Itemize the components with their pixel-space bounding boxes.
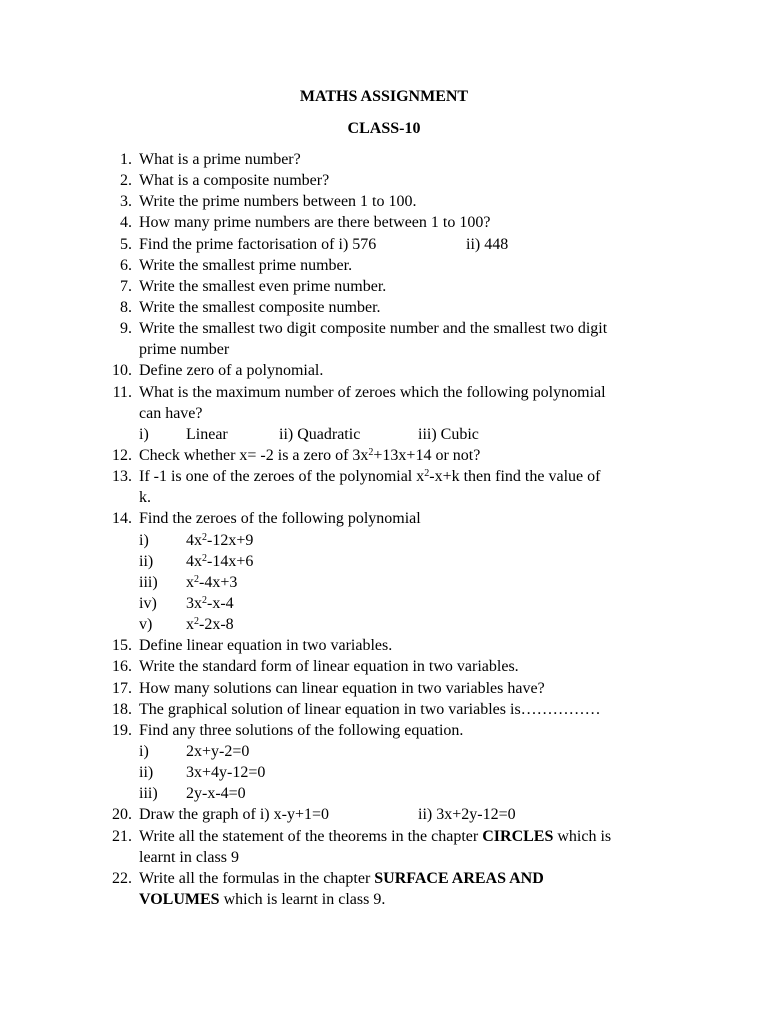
sub-item [0, 593, 768, 614]
question-text: How many prime numbers are there between 1 to 100? [139, 214, 491, 232]
sub-item [0, 572, 768, 593]
question-number: 12. [112, 446, 132, 464]
question-number: 22. [112, 869, 132, 887]
question-text: Write the prime numbers between 1 to 100. [139, 193, 417, 211]
sub-item-label: v) [139, 616, 153, 634]
sub-item-label: iii) [139, 785, 158, 803]
question-9 [0, 318, 768, 339]
question-text: Write the smallest two digit composite number and the smallest two digit [139, 320, 608, 338]
question-1 [0, 149, 768, 170]
question-22-continued [0, 889, 768, 910]
equation: 3x+4y-12=0 [186, 764, 266, 782]
sub-item [0, 551, 768, 572]
sub-item-label: i) [139, 742, 149, 760]
question-number: 16. [112, 658, 132, 676]
polynomial: $3x^2-x-4$ [186, 594, 234, 612]
question-number: 19. [112, 721, 132, 739]
sub-item [0, 783, 768, 804]
sub-item-label: iv) [139, 594, 157, 612]
option-text: iii) Cubic [418, 425, 479, 443]
question-text: Write the smallest composite number. [139, 298, 381, 316]
question-text: How many solutions can linear equation in two variables have? [139, 679, 545, 697]
question-5 [0, 234, 768, 255]
question-4 [0, 212, 768, 233]
sub-item-label: i) [139, 531, 149, 549]
question-number: 15. [112, 637, 132, 655]
question-10 [0, 360, 768, 381]
question-8 [0, 297, 768, 318]
polynomial: $4x^2-12x+9$ [186, 531, 254, 549]
question-number: 17. [112, 679, 132, 697]
question-text: The graphical solution of linear equation in two variables is…………… [139, 700, 601, 718]
question-7 [0, 276, 768, 297]
question-number: 21. [112, 827, 132, 845]
question-9-continued [0, 339, 768, 360]
question-text: Write the smallest prime number. [139, 256, 353, 274]
option-text: ii) Quadratic [279, 425, 361, 443]
question-text: Write all the formulas in the chapter SURFACE AREAS AND [139, 869, 544, 887]
question-number: 13. [112, 468, 132, 486]
sub-item [0, 530, 768, 551]
question-text: Find the zeroes of the following polynomial [139, 510, 421, 528]
equation: 2x+y-2=0 [186, 742, 250, 760]
question-number: 5. [120, 235, 132, 253]
question-number: 10. [112, 362, 132, 380]
sub-item-label: ii) [139, 552, 154, 570]
question-text: k. [139, 489, 151, 507]
question-number: 4. [120, 214, 132, 232]
polynomial: $x^2-4x+3$ [186, 573, 238, 591]
sub-item [0, 741, 768, 762]
polynomial: $x^2-2x-8$ [186, 616, 234, 634]
question-13 [0, 466, 768, 487]
question-13-continued [0, 487, 768, 508]
question-text: What is a composite number? [139, 172, 330, 190]
question-16 [0, 656, 768, 677]
question-text: Define linear equation in two variables. [139, 637, 393, 655]
question-text: What is the maximum number of zeroes which the following polynomial [139, 383, 606, 401]
question-number: 7. [120, 277, 132, 295]
question-text: Define zero of a polynomial. [139, 362, 324, 380]
question-17 [0, 678, 768, 699]
question-list [0, 149, 768, 910]
question-20 [0, 804, 768, 825]
question-text: Find any three solutions of the following equation. [139, 721, 464, 739]
question-text: If -1 is one of the zeroes of the polynomial $x^2-x+k$ then find the value of [139, 468, 601, 486]
question-11-options [0, 424, 768, 445]
polynomial: $4x^2-14x+6$ [186, 552, 254, 570]
question-12 [0, 445, 768, 466]
question-text: What is a prime number? [139, 151, 301, 168]
question-number: 9. [120, 320, 132, 338]
question-number: 8. [120, 298, 132, 316]
question-11-continued [0, 403, 768, 424]
question-15 [0, 635, 768, 656]
question-text: Draw the graph of i) x-y+1=0 [139, 806, 329, 824]
question-2 [0, 170, 768, 191]
question-11 [0, 382, 768, 403]
question-text: Write all the statement of the theorems in the chapter CIRCLES which is [139, 827, 612, 845]
question-14 [0, 508, 768, 529]
question-6 [0, 255, 768, 276]
question-number: 18. [112, 700, 132, 718]
sub-item [0, 762, 768, 783]
option-text: Linear [186, 425, 228, 443]
question-text: prime number [139, 341, 230, 359]
question-number: 2. [120, 172, 132, 190]
question-number: 20. [112, 806, 132, 824]
class-heading: CLASS-10 [347, 120, 421, 137]
question-text: Write the standard form of linear equation in two variables. [139, 658, 519, 676]
question-text: can have? [139, 404, 203, 422]
sub-item-label: iii) [139, 573, 158, 591]
page-title: MATHS ASSIGNMENT [299, 88, 469, 105]
question-number: 1. [120, 151, 132, 168]
question-number: 14. [112, 510, 132, 528]
question-text: Find the prime factorisation of i) 576 [139, 235, 377, 253]
question-text: Write the smallest even prime number. [139, 277, 387, 295]
question-text: learnt in class 9 [139, 848, 239, 866]
question-part: ii) 3x+2y-12=0 [418, 806, 516, 824]
question-number: 6. [120, 256, 132, 274]
question-text: Check whether x= -2 is a zero of $3x^2+13x+14$ or not? [139, 446, 481, 464]
question-number: 11. [112, 383, 132, 401]
question-3 [0, 191, 768, 212]
question-18 [0, 699, 768, 720]
sub-item [0, 614, 768, 635]
option-label: i) [139, 425, 149, 443]
equation: 2y-x-4=0 [186, 785, 246, 803]
sub-item-label: ii) [139, 764, 154, 782]
question-text: VOLUMES which is learnt in class 9. [139, 890, 386, 908]
question-number: 3. [120, 193, 132, 211]
question-21-continued [0, 847, 768, 868]
question-22 [0, 868, 768, 889]
question-19 [0, 720, 768, 741]
question-21 [0, 826, 768, 847]
question-part: ii) 448 [466, 235, 509, 253]
